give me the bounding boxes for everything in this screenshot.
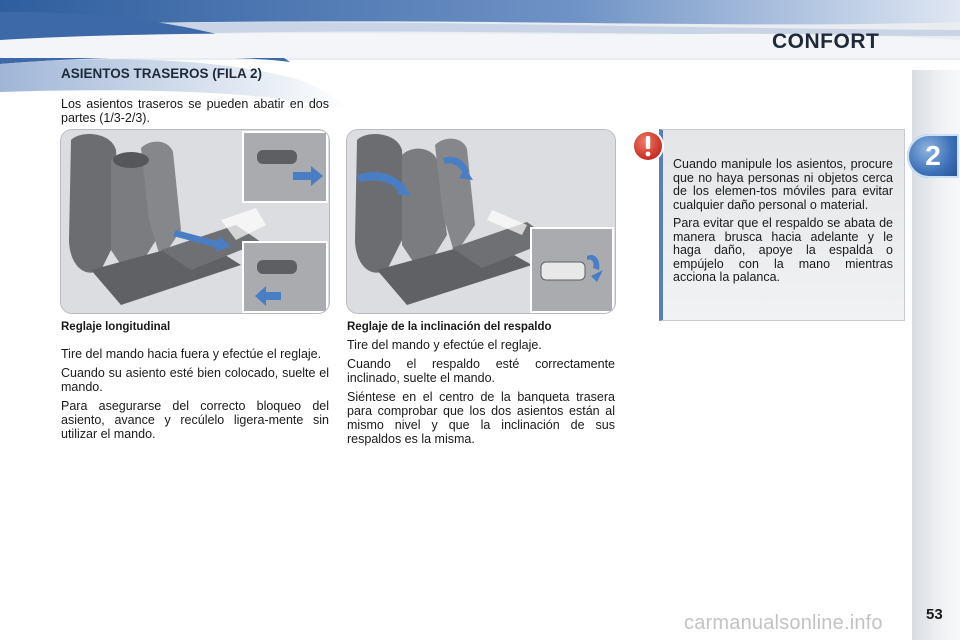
recline-section (347, 321, 615, 451)
warning-paragraph: Para evitar que el respaldo se abata de manera brusca hacia adelante y le haga daño, apoye la espalda o empújelo con la mano mientras acciona la palanca. (673, 216, 893, 284)
intro-text: Los asientos traseros se pueden abatir en dos partes (1/3-2/3). (61, 97, 329, 125)
rear-seat-longitudinal-adjustment-illustration (60, 129, 330, 314)
longitudinal-paragraph: Para asegurarse del correcto bloqueo del asiento, avance y recúlelo ligera-mente sin utilizar el mando. (61, 399, 329, 441)
longitudinal-paragraph: Cuando su asiento esté bien colocado, suelte el mando. (61, 366, 329, 394)
longitudinal-paragraph: Tire del mando hacia fuera y efectúe el reglaje. (61, 347, 322, 361)
longitudinal-section (61, 321, 329, 446)
warning-text (673, 158, 893, 290)
recline-paragraph: Tire del mando y efectúe el reglaje. (347, 338, 542, 352)
exclamation-icon (631, 129, 665, 163)
section-label: CONFORT (772, 30, 880, 53)
rear-seat-backrest-recline-illustration (346, 129, 616, 314)
recline-heading: Reglaje de la inclinación del respaldo (347, 321, 552, 333)
page-number: 53 (926, 606, 943, 623)
watermark[interactable]: carmanualsonline.info (684, 612, 883, 634)
chapter-badge: 2 (907, 134, 959, 178)
recline-paragraph: Cuando el respaldo esté correctamente inclinado, suelte el mando. (347, 357, 615, 385)
recline-paragraph: Siéntese en el centro de la banqueta trasera para comprobar que los dos asientos están al mismo nivel y que la inclinación de sus respaldos es la misma. (347, 390, 615, 446)
longitudinal-heading: Reglaje longitudinal (61, 321, 171, 333)
page-title: ASIENTOS TRASEROS (FILA 2) (61, 66, 263, 81)
warning-paragraph: Cuando manipule los asientos, procure que no haya personas ni objetos cerca de los elemen-tos móviles para evitar cualquier daño personal o material. (673, 157, 893, 212)
